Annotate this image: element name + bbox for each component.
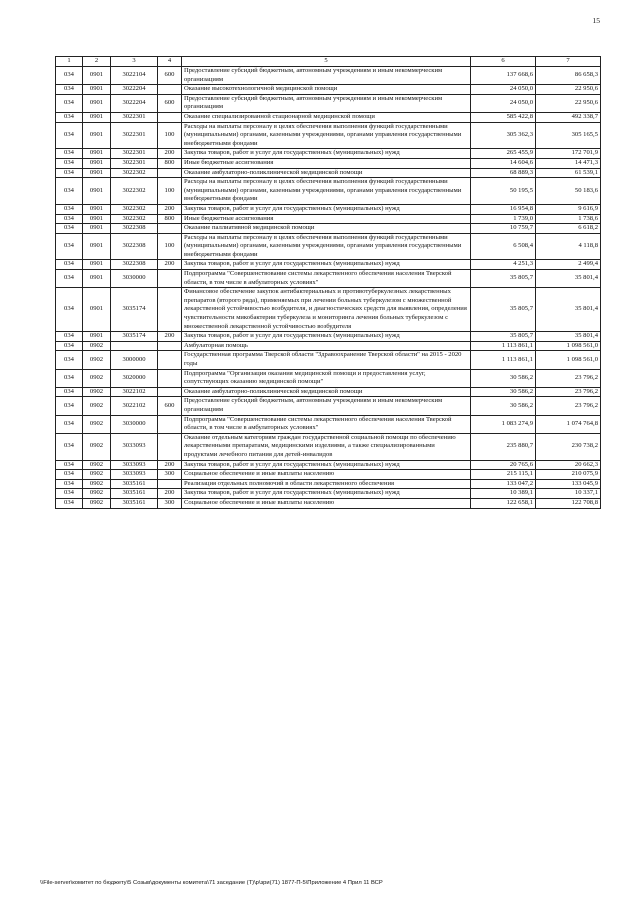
budget-table xyxy=(55,56,601,509)
cell-expense-type xyxy=(158,224,182,234)
cell-amount-planned: 24 050,0 xyxy=(471,94,536,112)
column-header: 6 xyxy=(471,57,536,67)
cell-amount-actual: 61 539,1 xyxy=(536,168,601,178)
cell-target-article: 3033093 xyxy=(111,433,158,460)
cell-amount-actual: 35 801,4 xyxy=(536,332,601,342)
cell-amount-actual: 22 950,6 xyxy=(536,94,601,112)
cell-department: 034 xyxy=(56,149,83,159)
cell-amount-actual: 23 796,2 xyxy=(536,387,601,397)
cell-description: Оказание амбулаторно-поликлинической медицинской помощи xyxy=(182,168,471,178)
cell-description: Финансовое обеспечение закупок антибактериальных и противотуберкулезных лекарственных препаратов (второго ряда), применяемых при лечении больных туберкулезом с множественной лекарственной устойчивостью возбудителя, и диагностических средств для выявления, определения чувствительности микобактерии туберкулеза и мониторинга лечения больных туберкулезом с множественной лекарственной устойчивостью возбудителя xyxy=(182,288,471,332)
cell-description: Оказание специализированной стационарной медицинской помощи xyxy=(182,112,471,122)
cell-expense-type: 600 xyxy=(158,94,182,112)
cell-amount-actual: 172 701,9 xyxy=(536,149,601,159)
cell-section: 0902 xyxy=(83,341,111,351)
cell-description: Подпрограмма "Совершенствование системы лекарственного обеспечения населения Тверской области, в том числе в амбулаторных условиях" xyxy=(182,415,471,433)
table-row xyxy=(56,233,601,260)
cell-description: Оказание паллиативной медицинской помощи xyxy=(182,224,471,234)
cell-expense-type: 100 xyxy=(158,233,182,260)
cell-amount-planned: 137 668,6 xyxy=(471,67,536,85)
column-header: 2 xyxy=(83,57,111,67)
table-row xyxy=(56,387,601,397)
cell-target-article: 3030000 xyxy=(111,415,158,433)
cell-description: Закупка товаров, работ и услуг для государственных (муниципальных) нужд xyxy=(182,204,471,214)
cell-description: Государственная программа Тверской области "Здравоохранение Тверской области" на 2015 - 2020 годы xyxy=(182,351,471,369)
cell-section: 0902 xyxy=(83,397,111,415)
cell-section: 0901 xyxy=(83,112,111,122)
cell-amount-actual: 1 074 764,8 xyxy=(536,415,601,433)
cell-section: 0902 xyxy=(83,489,111,499)
cell-amount-planned: 24 050,0 xyxy=(471,85,536,95)
cell-target-article: 3000000 xyxy=(111,351,158,369)
cell-department: 034 xyxy=(56,158,83,168)
cell-amount-actual: 1 098 561,0 xyxy=(536,341,601,351)
table-row xyxy=(56,149,601,159)
cell-target-article: 3022301 xyxy=(111,158,158,168)
cell-amount-actual: 86 658,3 xyxy=(536,67,601,85)
cell-target-article: 3022308 xyxy=(111,233,158,260)
cell-amount-planned: 10 389,1 xyxy=(471,489,536,499)
table-row xyxy=(56,433,601,460)
cell-expense-type: 300 xyxy=(158,470,182,480)
cell-description: Закупка товаров, работ и услуг для государственных (муниципальных) нужд xyxy=(182,489,471,499)
cell-description: Подпрограмма "Организация оказания медицинской помощи и предоставления услуг, сопутствующих оказанию медицинской помощи" xyxy=(182,369,471,387)
cell-target-article: 3022308 xyxy=(111,224,158,234)
cell-expense-type: 800 xyxy=(158,158,182,168)
cell-section: 0901 xyxy=(83,224,111,234)
cell-department: 034 xyxy=(56,178,83,205)
cell-amount-actual: 23 796,2 xyxy=(536,397,601,415)
cell-target-article: 3020000 xyxy=(111,369,158,387)
cell-section: 0901 xyxy=(83,288,111,332)
cell-description: Расходы на выплаты персоналу в целях обеспечения выполнения функций государственными (муниципальными) органами, казенными учреждениями, органами управления государственными внебюджетными фондами xyxy=(182,122,471,149)
cell-amount-actual: 133 045,9 xyxy=(536,479,601,489)
cell-description: Иные бюджетные ассигнования xyxy=(182,158,471,168)
column-header: 1 xyxy=(56,57,83,67)
cell-amount-planned: 20 765,6 xyxy=(471,460,536,470)
cell-amount-planned: 14 604,6 xyxy=(471,158,536,168)
cell-target-article: 3033093 xyxy=(111,460,158,470)
cell-department: 034 xyxy=(56,387,83,397)
cell-section: 0901 xyxy=(83,260,111,270)
table-row xyxy=(56,112,601,122)
cell-description: Реализация отдельных полномочий в области лекарственного обеспечения xyxy=(182,479,471,489)
cell-amount-planned: 30 586,2 xyxy=(471,387,536,397)
table-row xyxy=(56,397,601,415)
cell-expense-type: 200 xyxy=(158,260,182,270)
cell-department: 034 xyxy=(56,433,83,460)
cell-target-article: 3022104 xyxy=(111,67,158,85)
column-header: 4 xyxy=(158,57,182,67)
cell-department: 034 xyxy=(56,224,83,234)
cell-expense-type xyxy=(158,433,182,460)
cell-department: 034 xyxy=(56,260,83,270)
table-row xyxy=(56,260,601,270)
cell-amount-actual: 35 801,4 xyxy=(536,270,601,288)
footer-file-path: \\File-server\комитет по бюджету\5 Созыв\документы комитета\71 заседание (Т)\р\зри(71) 1877-П-5\Приложение 4 Прил 11 ВСР xyxy=(40,880,383,886)
cell-target-article: 3035174 xyxy=(111,332,158,342)
cell-amount-planned: 4 251,3 xyxy=(471,260,536,270)
cell-description: Оказание амбулаторно-поликлинической медицинской помощи xyxy=(182,387,471,397)
cell-target-article: 3022308 xyxy=(111,260,158,270)
cell-description: Социальное обеспечение и иные выплаты населению xyxy=(182,498,471,508)
cell-section: 0901 xyxy=(83,67,111,85)
cell-amount-planned: 265 455,9 xyxy=(471,149,536,159)
cell-expense-type xyxy=(158,387,182,397)
cell-expense-type xyxy=(158,270,182,288)
cell-department: 034 xyxy=(56,341,83,351)
cell-department: 034 xyxy=(56,204,83,214)
cell-department: 034 xyxy=(56,112,83,122)
cell-amount-actual: 35 801,4 xyxy=(536,288,601,332)
cell-section: 0902 xyxy=(83,460,111,470)
cell-description: Расходы на выплаты персоналу в целях обеспечения выполнения функций государственными (муниципальными) органами, казенными учреждениями, органами управления государственными внебюджетными фондами xyxy=(182,233,471,260)
table-row xyxy=(56,470,601,480)
cell-target-article: 3022301 xyxy=(111,149,158,159)
cell-section: 0901 xyxy=(83,214,111,224)
cell-department: 034 xyxy=(56,489,83,499)
cell-description: Иные бюджетные ассигнования xyxy=(182,214,471,224)
cell-department: 034 xyxy=(56,460,83,470)
cell-expense-type xyxy=(158,341,182,351)
cell-section: 0902 xyxy=(83,498,111,508)
cell-section: 0901 xyxy=(83,233,111,260)
cell-expense-type xyxy=(158,369,182,387)
table-row xyxy=(56,94,601,112)
header-row xyxy=(56,57,601,67)
cell-department: 034 xyxy=(56,94,83,112)
cell-description: Расходы на выплаты персоналу в целях обеспечения выполнения функций государственными (муниципальными) органами, казенными учреждениями, органами управления государственными внебюджетными фондами xyxy=(182,178,471,205)
cell-section: 0901 xyxy=(83,149,111,159)
cell-department: 034 xyxy=(56,233,83,260)
cell-department: 034 xyxy=(56,85,83,95)
cell-department: 034 xyxy=(56,369,83,387)
cell-expense-type xyxy=(158,112,182,122)
table-row xyxy=(56,332,601,342)
cell-target-article: 3022302 xyxy=(111,168,158,178)
cell-department: 034 xyxy=(56,122,83,149)
cell-target-article: 3022302 xyxy=(111,214,158,224)
cell-section: 0901 xyxy=(83,178,111,205)
cell-section: 0901 xyxy=(83,270,111,288)
cell-target-article: 3035174 xyxy=(111,288,158,332)
cell-amount-actual: 230 738,2 xyxy=(536,433,601,460)
cell-amount-planned: 215 115,1 xyxy=(471,470,536,480)
column-header: 7 xyxy=(536,57,601,67)
table-row xyxy=(56,415,601,433)
cell-expense-type xyxy=(158,168,182,178)
cell-section: 0901 xyxy=(83,85,111,95)
cell-target-article: 3022302 xyxy=(111,204,158,214)
cell-amount-planned: 122 658,1 xyxy=(471,498,536,508)
cell-target-article: 3022301 xyxy=(111,122,158,149)
cell-section: 0902 xyxy=(83,470,111,480)
cell-description: Социальное обеспечение и иные выплаты населению xyxy=(182,470,471,480)
cell-amount-actual: 4 118,8 xyxy=(536,233,601,260)
table-row xyxy=(56,214,601,224)
cell-target-article: 3022204 xyxy=(111,85,158,95)
cell-amount-actual: 23 796,2 xyxy=(536,369,601,387)
cell-expense-type xyxy=(158,288,182,332)
table-row xyxy=(56,460,601,470)
cell-expense-type: 200 xyxy=(158,332,182,342)
column-header: 5 xyxy=(182,57,471,67)
cell-expense-type: 200 xyxy=(158,489,182,499)
cell-department: 034 xyxy=(56,397,83,415)
cell-section: 0902 xyxy=(83,369,111,387)
table-row xyxy=(56,369,601,387)
cell-amount-planned: 50 195,5 xyxy=(471,178,536,205)
table-row xyxy=(56,489,601,499)
cell-department: 034 xyxy=(56,498,83,508)
cell-amount-actual: 492 338,7 xyxy=(536,112,601,122)
cell-department: 034 xyxy=(56,288,83,332)
cell-expense-type xyxy=(158,415,182,433)
column-header: 3 xyxy=(111,57,158,67)
cell-description: Предоставление субсидий бюджетным, автономным учреждениям и иным некоммерческим организациям xyxy=(182,94,471,112)
cell-amount-planned: 235 880,7 xyxy=(471,433,536,460)
cell-amount-actual: 210 075,9 xyxy=(536,470,601,480)
cell-section: 0901 xyxy=(83,204,111,214)
cell-expense-type: 200 xyxy=(158,204,182,214)
cell-description: Закупка товаров, работ и услуг для государственных (муниципальных) нужд xyxy=(182,260,471,270)
cell-amount-planned: 30 586,2 xyxy=(471,369,536,387)
cell-amount-planned: 68 889,3 xyxy=(471,168,536,178)
cell-expense-type: 200 xyxy=(158,149,182,159)
cell-amount-actual: 122 708,8 xyxy=(536,498,601,508)
cell-amount-planned: 35 805,7 xyxy=(471,288,536,332)
cell-amount-actual: 20 662,3 xyxy=(536,460,601,470)
cell-department: 034 xyxy=(56,332,83,342)
cell-amount-actual: 305 165,5 xyxy=(536,122,601,149)
cell-target-article: 3022302 xyxy=(111,178,158,205)
cell-target-article: 3030000 xyxy=(111,270,158,288)
cell-expense-type: 200 xyxy=(158,460,182,470)
cell-description: Закупка товаров, работ и услуг для государственных (муниципальных) нужд xyxy=(182,460,471,470)
table-row xyxy=(56,178,601,205)
cell-target-article: 3022301 xyxy=(111,112,158,122)
cell-section: 0901 xyxy=(83,122,111,149)
table-row xyxy=(56,224,601,234)
cell-amount-actual: 1 738,6 xyxy=(536,214,601,224)
cell-amount-actual: 10 337,1 xyxy=(536,489,601,499)
cell-section: 0902 xyxy=(83,433,111,460)
cell-section: 0901 xyxy=(83,168,111,178)
cell-description: Амбулаторная помощь xyxy=(182,341,471,351)
cell-section: 0902 xyxy=(83,387,111,397)
table-row xyxy=(56,85,601,95)
cell-section: 0902 xyxy=(83,415,111,433)
cell-department: 034 xyxy=(56,270,83,288)
cell-department: 034 xyxy=(56,351,83,369)
cell-description: Закупка товаров, работ и услуг для государственных (муниципальных) нужд xyxy=(182,149,471,159)
cell-description: Предоставление субсидий бюджетным, автономным учреждениям и иным некоммерческим организациям xyxy=(182,397,471,415)
cell-amount-planned: 6 508,4 xyxy=(471,233,536,260)
cell-department: 034 xyxy=(56,67,83,85)
cell-expense-type: 300 xyxy=(158,498,182,508)
cell-amount-planned: 133 047,2 xyxy=(471,479,536,489)
table-row xyxy=(56,479,601,489)
cell-amount-planned: 10 759,7 xyxy=(471,224,536,234)
cell-amount-planned: 16 954,8 xyxy=(471,204,536,214)
cell-description: Оказание высокотехнологичной медицинской помощи xyxy=(182,85,471,95)
cell-department: 034 xyxy=(56,415,83,433)
cell-description: Подпрограмма "Совершенствование системы лекарственного обеспечения населения Тверской области, в том числе в амбулаторных условиях" xyxy=(182,270,471,288)
cell-expense-type xyxy=(158,351,182,369)
table-row xyxy=(56,67,601,85)
cell-amount-planned: 1 113 861,1 xyxy=(471,351,536,369)
cell-description: Закупка товаров, работ и услуг для государственных (муниципальных) нужд xyxy=(182,332,471,342)
cell-target-article: 3022102 xyxy=(111,387,158,397)
table-row xyxy=(56,270,601,288)
cell-expense-type: 100 xyxy=(158,178,182,205)
cell-expense-type: 100 xyxy=(158,122,182,149)
cell-target-article: 3035161 xyxy=(111,498,158,508)
cell-section: 0901 xyxy=(83,158,111,168)
cell-target-article: 3035161 xyxy=(111,489,158,499)
cell-description: Оказание отдельным категориям граждан государственной социальной помощи по обеспечению лекарственными препаратами, медицинскими изделиями, а также специализированными продуктами лечебного питания для детей-инвалидов xyxy=(182,433,471,460)
cell-amount-planned: 35 805,7 xyxy=(471,270,536,288)
cell-amount-planned: 1 113 861,1 xyxy=(471,341,536,351)
table-row xyxy=(56,288,601,332)
cell-target-article: 3022102 xyxy=(111,397,158,415)
cell-expense-type xyxy=(158,85,182,95)
cell-amount-planned: 305 362,3 xyxy=(471,122,536,149)
cell-expense-type xyxy=(158,479,182,489)
cell-description: Предоставление субсидий бюджетным, автономным учреждениям и иным некоммерческим организациям xyxy=(182,67,471,85)
cell-section: 0902 xyxy=(83,479,111,489)
cell-amount-actual: 22 950,6 xyxy=(536,85,601,95)
table-row xyxy=(56,498,601,508)
table-row xyxy=(56,204,601,214)
cell-department: 034 xyxy=(56,168,83,178)
table-row xyxy=(56,122,601,149)
cell-expense-type: 800 xyxy=(158,214,182,224)
table-row xyxy=(56,158,601,168)
cell-amount-actual: 1 098 561,0 xyxy=(536,351,601,369)
cell-amount-planned: 585 422,8 xyxy=(471,112,536,122)
cell-amount-planned: 1 083 274,9 xyxy=(471,415,536,433)
cell-amount-actual: 2 499,4 xyxy=(536,260,601,270)
cell-target-article: 3035161 xyxy=(111,479,158,489)
cell-department: 034 xyxy=(56,214,83,224)
cell-target-article xyxy=(111,341,158,351)
cell-amount-actual: 14 471,3 xyxy=(536,158,601,168)
cell-expense-type: 600 xyxy=(158,397,182,415)
cell-amount-actual: 50 183,6 xyxy=(536,178,601,205)
cell-target-article: 3022204 xyxy=(111,94,158,112)
cell-department: 034 xyxy=(56,479,83,489)
table-row xyxy=(56,341,601,351)
cell-amount-planned: 1 739,0 xyxy=(471,214,536,224)
cell-amount-planned: 35 805,7 xyxy=(471,332,536,342)
cell-amount-planned: 30 586,2 xyxy=(471,397,536,415)
cell-target-article: 3033093 xyxy=(111,470,158,480)
cell-section: 0901 xyxy=(83,94,111,112)
cell-expense-type: 600 xyxy=(158,67,182,85)
cell-amount-actual: 6 618,2 xyxy=(536,224,601,234)
table-row xyxy=(56,351,601,369)
table-row xyxy=(56,168,601,178)
cell-department: 034 xyxy=(56,470,83,480)
cell-section: 0901 xyxy=(83,332,111,342)
cell-amount-actual: 9 616,9 xyxy=(536,204,601,214)
page-number: 15 xyxy=(592,16,600,25)
cell-section: 0902 xyxy=(83,351,111,369)
